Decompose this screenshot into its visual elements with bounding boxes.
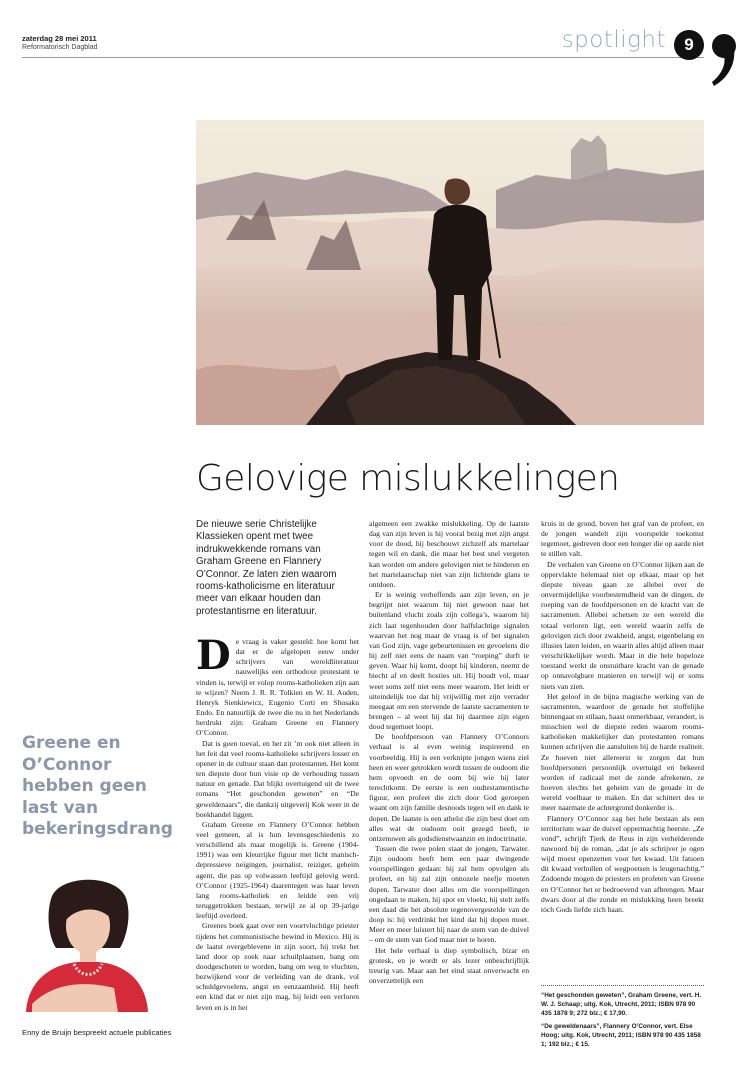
book-entry: “Het geschonden geweten”, Graham Greene, vert. H. W. J. Schaap; uitg. Kok, Utrecht, 2011; ISBN 978 90 435 1878 9; 272 blz.; € 17,90. (541, 992, 702, 1018)
drop-cap: D (196, 632, 231, 679)
pull-quote: Greene en O’Connor hebben geen last van bekeringsdrang (22, 733, 173, 839)
portrait-caption: Enny de Bruijn bespreekt actuele publicaties (22, 1028, 172, 1037)
article-paragraph: Greenes boek gaat over een voortvluchtige priester tijdens het communistische bewind in Mexico. Hij is de laatst overgeblevene in zijn soort, hij trekt het land door op zoek naar schuilplaatsen, bang om doodgeschoten te worden, bang om weg te vluchten, bezwijkend voor de verleiding van de drank, vol schuldgevoelens, angst en eenzaamheid. Hij heeft een kind dat er niet zijn mag, hij leidt een verloren leven en is in het (196, 921, 359, 1012)
intro-paragraph: De nieuwe serie Christelijke Klassieken opent met twee indrukwekkende romans van Graham Greene en Flannery O’Connor. Ze laten zien waarom rooms-katholicisme en literatuur meer van elkaar houden dan protestantisme en literatuur. (196, 519, 337, 617)
page-header (22, 27, 704, 58)
page-number: 9 (674, 30, 704, 60)
newspaper-name: Reformatorisch Dagblad (22, 44, 98, 51)
article-column-1 (196, 632, 359, 1013)
article-paragraph: De hoofdpersoon van Flannery O’Connors verhaal is al even weinig inspirerend en voorbeeldig. Hij is een verknipte jongen wiens ziel heen en weer getrokken wordt tussen de oudoom die hem opvoedt en de oom bij wie hij later terechtkomt. De eerste is een oudtestamentische figuur, een profeet die zich door God geroepen waant om zijn familie desnoods tegen wil en dank te dopen. De laatste is een atheïst die zijn best doet om alles wat de oudoom ooit gezegd heeft, te ontzenuwen als godsdienstwaanzin en indoctrinatie. (369, 732, 529, 843)
article-paragraph: kruis in de grond, boven het graf van de profeet, en de jongen wandelt zijn voorspelde toekomst tegemoet, gedreven door een honger die op aarde niet te stillen valt. (541, 519, 704, 559)
article-paragraph: De verhalen van Greene en O’Connor lijken aan de oppervlakte helemaal niet op elkaar, maar op het diepste niveau gaan ze allebei over de onvermijdelijke voorbestemdheid van de dingen, de roeping van de hoofdpersonen en de kracht van de sacramenten. Allebei schetsen ze een wereld die totaal verloren ligt, een wereld waarin zelfs de gelovigen zich door zwakheid, angst, eigenbelang en illusies laten leiden, en waarin alles altijd alleen maar verschrikkelijker wordt. Maar in die hele hopeloze toestand werkt de onstuitbare kracht van de genade op onnavolgbare manieren en terwijl wij er soms niets van zien. (541, 559, 704, 691)
section-title: spotlight (561, 27, 666, 53)
article-paragraph: Tussen die twee polen staat de jongen, Tarwater. Zijn oudoom heeft hem een paar dwingende voorspellingen gedaan: hij zal hem opvolgen als profeet, en hij zal zijn onnozele neefje moeten dopen. Tarwater doet alles om die voorspellingen ongedaan te maken, hij spot en vloekt, hij stelt zelfs een daad die het absolute tegenovergestelde van de doop is: hij verdrinkt het kind dat hij dopen moet. Meer en meer luistert hij naar de stem van de duivel – om de stem van God maar niet te horen. (369, 844, 529, 945)
book-entry: “De geweldenaars”, Flannery O’Connor, vert. Else Hoog; uitg. Kok, Utrecht, 2011; ISBN 978 90 435 1858 1; 192 blz.; € 15. (541, 1022, 701, 1049)
article-paragraph: algemeen een zwakke mislukkeling. Op de laatste dag van zijn leven is hij vooral bezig met zijn angst voor de dood, hij beschouwt zichzelf als martelaar tegen wil en dank, die maar het best snel vergeten kan worden om andere gelovigen niet te hinderen en het martelaarschap niet van zijn lichtende glans te ontdoen. (369, 519, 529, 589)
headline: Gelovige mislukkelingen (196, 458, 620, 499)
book-info (541, 985, 704, 1052)
article-paragraph: Er is weinig verheffends aan zijn leven, en je begrijpt niet waarom hij niet gewoon naar het buitenland vlucht zoals zijn collega’s, waarom hij zich laat tegenhouden door halfslachtige signalen waarvan het nog maar de vraag is of het signalen van God zijn, vage gebeurtenissen en gevoelens die hij zelf niet eens de naam van “roeping” durft te geven. Waar hij komt, doopt hij kinderen, neemt de biecht af en deelt hosties uit. Hij houdt vol, maar weet soms zelf niet eens meer waarom. Het leidt er uiteindelijk toe dat hij vrijwillig met zijn verrader meegaat om een stervende de laatste sacramenten te brengen – al weet hij dat hij daarmee zijn eigen dood tegemoet loopt. (369, 590, 529, 732)
issue-date: zaterdag 28 mei 2011 (22, 34, 97, 43)
article-paragraph: Flannery O’Connor zag het hele bestaan als een territorium waar de duivel oppermachtig heerste. „Ze vond”, schrijft Tjerk de Reus in zijn verhelderende nawoord bij de roman, „dat je als schrijver je ogen wijd moest openzetten voor het kwaad. Uit fatsoen dit kwaad verhullen of wegpoetsen is leugenachtig.” Zodoende mogen de priesters en profeten van Greene en O’Connor het er bedroevend van afbrengen. Maar dwars door al die zonde en mislukking heen breekt tóch Gods liefde zich baan. (541, 813, 704, 914)
article-paragraph: Het geloof in de bijna magische werking van de sacramenten, waardoor de genade het stoffelijke binnengaat en stilaan, haast onmerkbaar, verandert, is misschien wel de diepste reden waarom rooms-katholieken makkelijker dan protestanten romans kunnen schrijven die aansluiten bij de harde realiteit. Ze hoeven niet allereerst te zorgen dat hun hoofdpersonen persoonlijk overtuigd en bekeerd worden of radicaal met de zonde afrekenen, ze hoeven slechts het geheim van de genade in de wereld voelbaar te maken. En dat schittert des te meer naarmate de achtergrond donkerder is. (541, 691, 704, 813)
article-paragraph: Graham Greene en Flannery O’Connor hebben veel gemeen, al is hun levensgeschiedenis zo verschillend als maar mogelijk is. Greene (1904-1991) was een kleurrijke figuur met licht manisch-depressieve neigingen, journalist, reiziger, geheim agent, die pas op volwassen leeftijd gelovig werd. O’Connor (1925-1964) daarentegen was haar leven lang rooms-katholiek en leidde een vrij teruggetrokken bestaan, terwijl ze al op 39-jarige leeftijd overleed. (196, 819, 359, 921)
article-paragraph: Het hele verhaal is diep symbolisch, bizar en grotesk, en je wordt er als lezer onbeschrijflijk treurig van. Maar aan het eind staat onverwacht en onverzettelijk een (369, 945, 529, 986)
article-paragraph: Dat is geen toeval, en het zit ’m ook niet alleen in het feit dat veel rooms-katholieke schrijvers losser en opener in de cultuur staan dan protestanten. Het komt ten diepste door hun visie op de verhouding tussen natuur en genade. Dat blijkt overtuigend uit de twee romans “Het geschonden geweten” en “De geweldenaars”, die dankzij uitgeverij Kok weer in de boekhandel liggen. (196, 738, 359, 819)
article-column-2 (369, 519, 529, 986)
author-portrait (22, 876, 150, 1012)
comma-logo-icon (708, 30, 738, 90)
article-column-3 (541, 519, 704, 915)
hero-painting (196, 120, 704, 425)
article-paragraph: De vraag is vaker gesteld: hoe komt het dat er de afgelopen eeuw onder schrijvers van wereldliteratuur nauwelijks een orthodoxe protestant te vinden is, terwijl er volop rooms-katholieken zijn aan te wijzen? Neem J. R. R. Tolkien en W. H. Auden, Henryk Sienkiewicz, Eugenio Corti en Shusaku Endo. En natuurlijk de twee die nu in het Nederlands herdrukt zijn: Graham Greene en Flannery O’Connor. (196, 632, 359, 738)
